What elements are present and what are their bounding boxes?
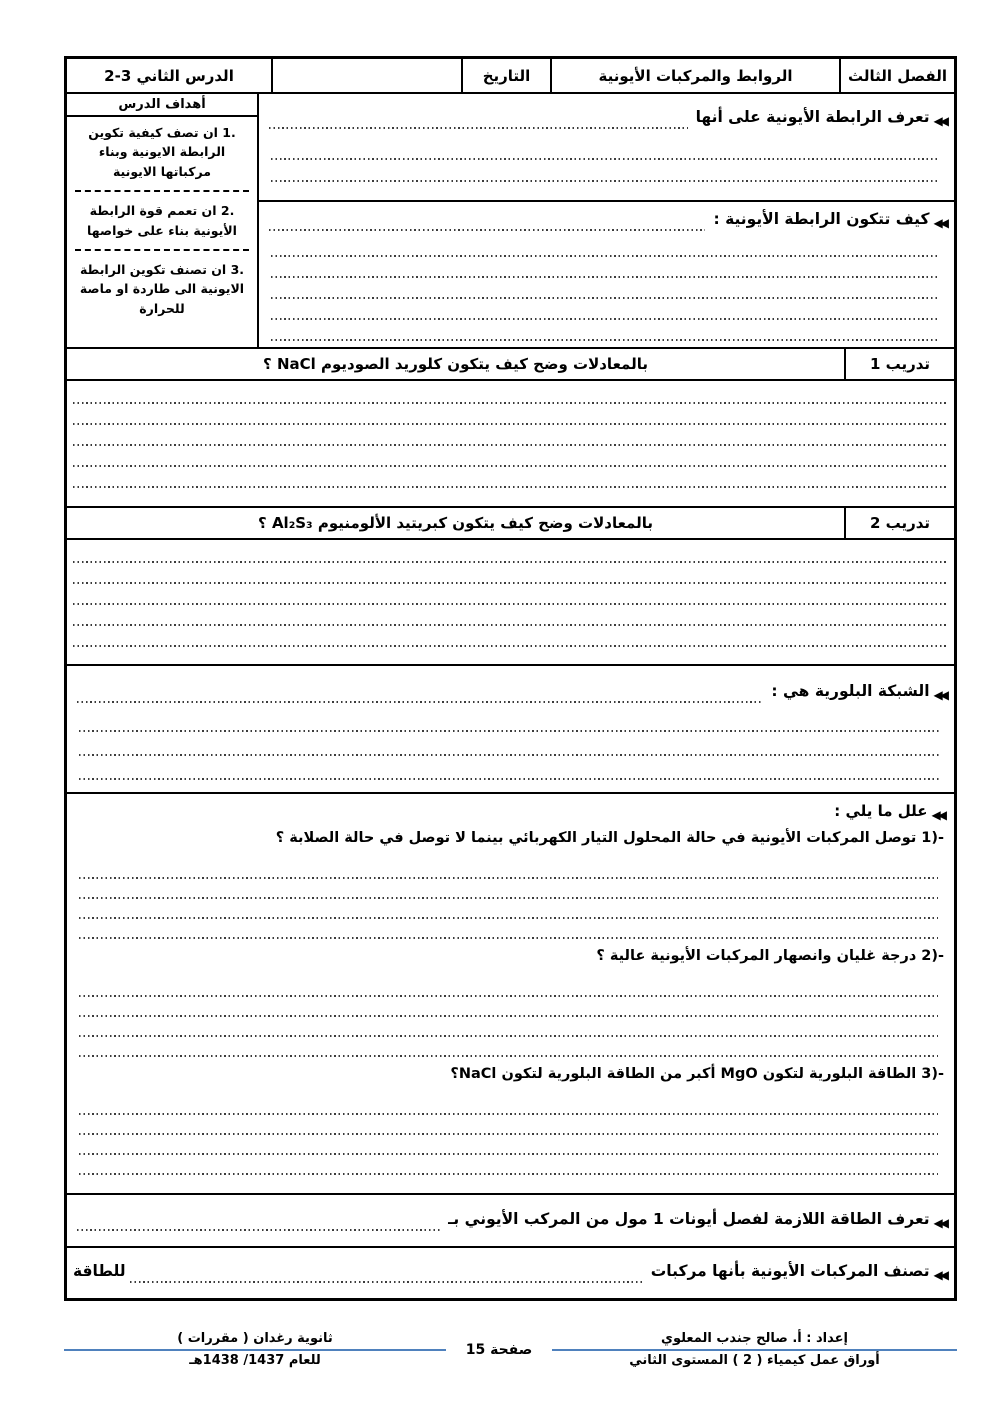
answer-line	[79, 1173, 938, 1175]
explain-question-3	[73, 1066, 944, 1095]
answer-blank	[77, 1229, 440, 1231]
answer-line	[73, 645, 948, 647]
answer-line	[79, 1015, 938, 1017]
answer-line	[73, 561, 948, 563]
exercise-1-row	[67, 347, 954, 379]
answer-blank	[269, 127, 688, 129]
question-number: 1)-	[921, 830, 944, 846]
footer-school-block	[64, 1322, 446, 1376]
explain-question-2	[73, 948, 944, 977]
question-text: درجة غليان وانصهار المركبات الأيونية عالية ؟	[596, 948, 917, 964]
double-arrow-icon: ◀◀	[931, 808, 944, 822]
objective-item	[73, 123, 251, 181]
answer-line	[79, 877, 938, 879]
answer-line	[73, 582, 948, 584]
answer-line	[79, 995, 938, 997]
objective-number: 1.	[222, 125, 236, 140]
footer-author-block	[552, 1322, 957, 1376]
objective-item	[73, 201, 251, 240]
answer-line	[271, 158, 940, 160]
objective-text: ان تصنف تكوين الرابطة الايونية الى طاردة او ماصة للحرارة	[79, 261, 245, 316]
objective-text: ان تعمم قوة الرابطة الأيونية بناء على خواصها	[87, 203, 237, 238]
section-how-formed	[259, 202, 954, 347]
section-define-bond	[259, 94, 954, 202]
question-text: توصل المركبات الأيونية في حالة المحلول التيار الكهربائي بينما لا توصل في حالة الصلابة ؟	[275, 830, 917, 846]
exercise-2-answer-area	[67, 538, 954, 664]
answer-line	[73, 624, 948, 626]
answer-blank	[77, 701, 763, 703]
answer-area	[73, 1113, 944, 1193]
exercise-1-answer-area	[67, 379, 954, 506]
page-title: الروابط والمركبات الأيونية	[552, 59, 841, 92]
date-value-cell	[273, 59, 463, 92]
page-number: صفحة 15	[465, 1342, 533, 1358]
answer-line	[79, 917, 938, 919]
school-year: للعام 1437/ 1438هـ	[189, 1352, 321, 1368]
double-arrow-icon: ◀◀	[933, 1216, 946, 1230]
objectives-title: أهداف الدرس	[67, 94, 257, 117]
answer-line	[271, 276, 940, 278]
chapter-label: الفصل الثالث	[848, 66, 948, 85]
dashed-divider	[75, 249, 249, 251]
answer-line	[79, 897, 938, 899]
section-explain	[67, 792, 954, 1193]
answer-area	[73, 877, 944, 939]
upper-body	[67, 92, 954, 347]
exercise-2-question: بالمعادلات وضح كيف يتكون كبريتيد الألومنيوم Al₂S₃ ؟	[67, 508, 846, 538]
answer-line	[79, 754, 940, 756]
worksheet-title: أوراق عمل كيمياء ( 2 ) المستوى الثاني	[629, 1352, 880, 1368]
answer-area	[73, 995, 944, 1057]
answer-line	[73, 465, 948, 467]
answer-line	[79, 1055, 938, 1057]
question-number: 3)-	[921, 1066, 944, 1082]
crystal-lattice-text: الشبكة البلورية هي :	[771, 682, 930, 700]
answer-line	[73, 444, 948, 446]
objective-item	[73, 260, 251, 318]
answer-blank	[130, 1281, 643, 1283]
answer-line	[73, 423, 948, 425]
double-arrow-icon: ◀◀	[933, 114, 946, 128]
school-name: ثانوية رغدان ( مقررات )	[64, 1331, 446, 1351]
lesson-label: الدرس الثاني 3-2	[67, 59, 273, 92]
dashed-divider	[75, 190, 249, 192]
lattice-energy-text: تعرف الطاقة اللازمة لفصل أيونات 1 مول من المركب الأيوني بـ	[448, 1210, 930, 1228]
footer-page-block	[446, 1322, 552, 1376]
section-classify	[67, 1246, 954, 1298]
question-number: 2)-	[921, 948, 944, 964]
answer-line	[271, 339, 940, 341]
answer-line	[79, 1153, 938, 1155]
prepared-by: إعداد : أ. صالح جندب المعلوي	[552, 1331, 957, 1351]
define-bond-text: تعرف الرابطة الأيونية على أنها	[695, 108, 930, 126]
objectives-sidebar	[67, 94, 259, 347]
exercise-2-row	[67, 506, 954, 538]
double-arrow-icon: ◀◀	[933, 1268, 946, 1282]
answer-line	[79, 1133, 938, 1135]
answer-line	[271, 297, 940, 299]
answer-line	[79, 1035, 938, 1037]
answer-line	[271, 180, 940, 182]
classify-suffix: للطاقة	[73, 1262, 126, 1280]
double-arrow-icon: ◀◀	[933, 688, 946, 702]
header-row	[67, 59, 954, 92]
objective-number: 2.	[220, 203, 235, 219]
date-label: التاريخ	[463, 59, 552, 92]
objective-text: ان تصف كيفية تكوين الرابطة الايونية وبناء مركباتها الايونية	[88, 125, 226, 179]
objective-number: 3.	[230, 261, 245, 277]
explain-question-1	[73, 830, 944, 859]
answer-line	[73, 603, 948, 605]
answer-line	[79, 937, 938, 939]
answer-blank	[269, 229, 705, 231]
explain-title: علل ما يلي :	[834, 802, 928, 820]
worksheet-table	[64, 56, 957, 1301]
answer-line	[79, 730, 940, 732]
exercise-2-label: تدريب 2	[869, 514, 931, 532]
question-text: الطاقة البلورية لتكون MgO أكبر من الطاقة البلورية لتكون NaCl؟	[450, 1066, 917, 1082]
answer-line	[79, 1113, 938, 1115]
answer-line	[271, 255, 940, 257]
answer-line	[271, 318, 940, 320]
classify-text: تصنف المركبات الأيونية بأنها مركبات	[650, 1262, 930, 1280]
exercise-1-question: بالمعادلات وضح كيف يتكون كلوريد الصوديوم NaCl ؟	[67, 349, 846, 379]
section-lattice-energy	[67, 1193, 954, 1246]
double-arrow-icon: ◀◀	[933, 216, 946, 230]
answer-line	[73, 402, 948, 404]
section-crystal-lattice	[67, 664, 954, 792]
exercise-1-label: تدريب 1	[869, 355, 931, 373]
answer-line	[73, 486, 948, 488]
how-formed-text: كيف تتكون الرابطة الأيونية :	[713, 210, 930, 228]
answer-line	[79, 778, 940, 780]
page-footer	[64, 1322, 957, 1376]
